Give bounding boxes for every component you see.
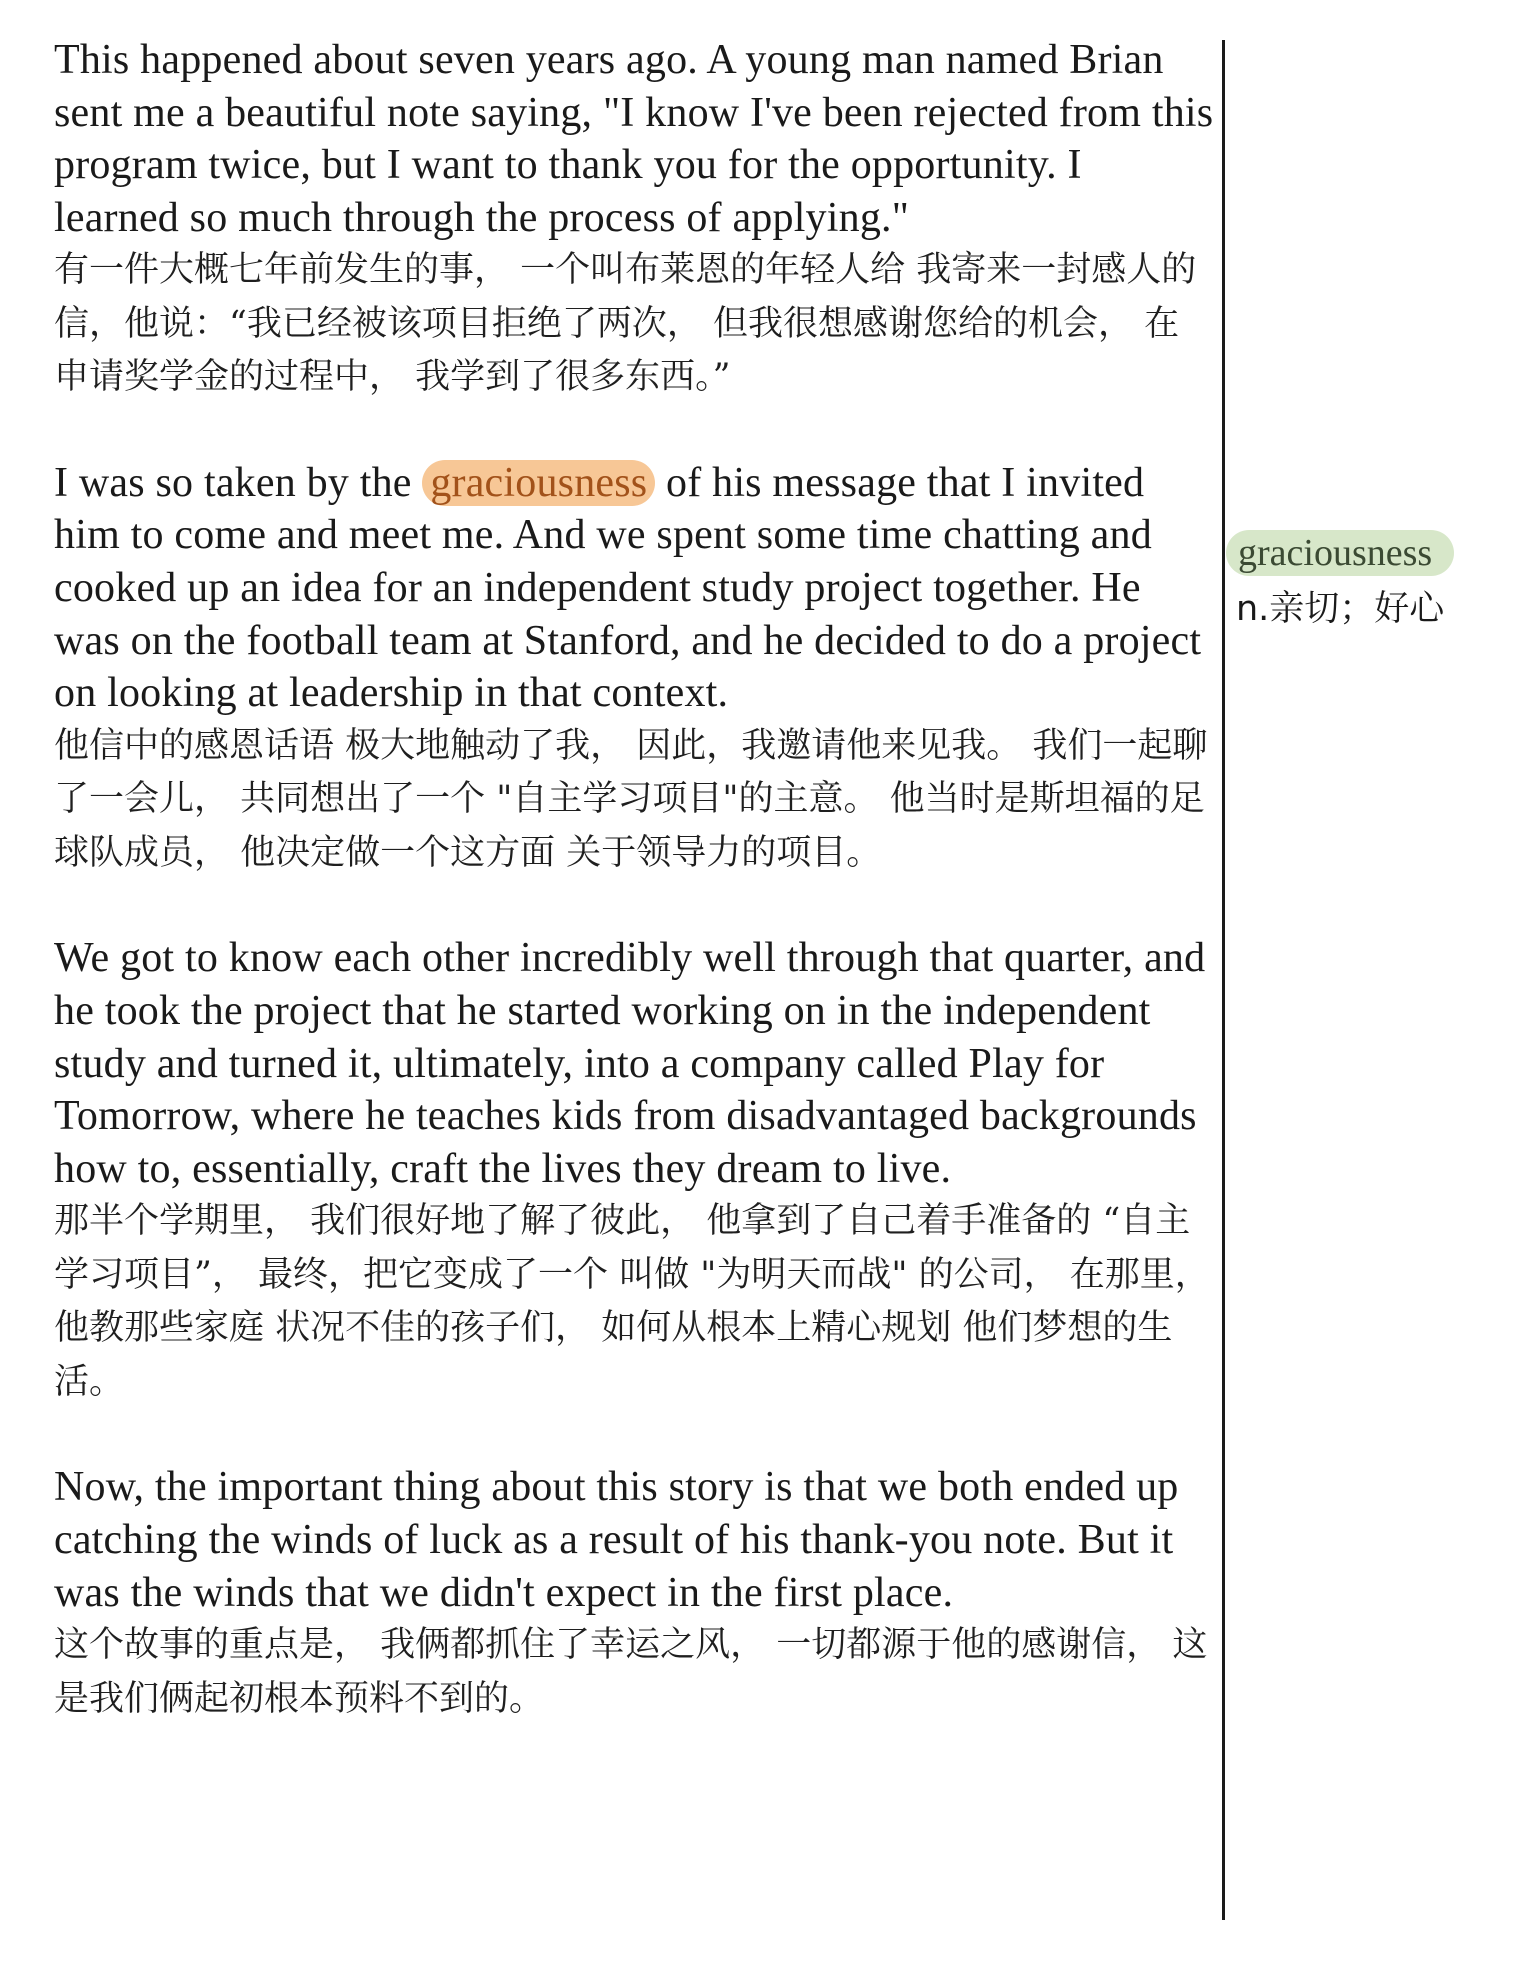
english-text [54, 34, 1214, 244]
english-text-part: I was so taken by the [54, 459, 423, 506]
english-text-part: We got to know each other incredibly well through that quarter, and he took the project that he started working on in the independent study and turned it, ultimately, into a company called Play for Tomorrow, where he teaches kids from disadvantaged backgrounds how to, essentially, craft the lives they dream to live. [54, 935, 1206, 1192]
chinese-translation: 那半个学期里， 我们很好地了解了彼此， 他拿到了自己着手准备的 “自主学习项目”， 最终，把它变成了一个 叫做 "为明天而战" 的公司， 在那里，他教那些家庭 状况不佳的孩子们， 如何从根本上精心规划 他们梦想的生活。 [54, 1201, 1210, 1402]
chinese-translation: 这个故事的重点是， 我俩都抓住了幸运之风， 一切都源于他的感谢信， 这是我们俩起初根本预料不到的。 [54, 1625, 1208, 1719]
paragraph-1 [54, 34, 1214, 405]
english-text [54, 457, 1214, 720]
english-text [54, 1461, 1214, 1619]
english-text [54, 932, 1214, 1195]
bilingual-article [54, 34, 1214, 1778]
paragraph-4 [54, 1461, 1214, 1726]
chinese-translation: 他信中的感恩话语 极大地触动了我， 因此，我邀请他来见我。 我们一起聊了一会儿， 共同想出了一个 "自主学习项目"的主意。 他当时是斯坦福的足球队成员， 他决定做一个这方面 关于领导力的项目。 [54, 725, 1208, 873]
highlighted-vocab-word[interactable]: graciousness [422, 460, 655, 506]
paragraph-3 [54, 932, 1214, 1409]
english-text-part: of his message that I invited him to come and meet me. And we spent some time chatting and cooked up an idea for an independent study project together. He was on the football team at Stanford, and he decided to do a project on looking at leadership in that context. [54, 459, 1202, 717]
vocab-sidebar [1222, 530, 1538, 632]
vocab-definition: n.亲切；好心 [1236, 589, 1445, 629]
margin-divider [1222, 40, 1225, 1920]
vocab-word-chip[interactable]: graciousness [1226, 530, 1454, 576]
paragraph-2 [54, 457, 1214, 880]
english-text-part: Now, the important thing about this story is that we both ended up catching the winds of luck as a result of his thank-you note. But it was the winds that we didn't expect in the first place. [54, 1464, 1179, 1616]
chinese-translation: 有一件大概七年前发生的事， 一个叫布莱恩的年轻人给 我寄来一封感人的信，他说：“我已经被该项目拒绝了两次， 但我很想感谢您给的机会， 在申请奖学金的过程中， 我学到了很多东西。” [54, 250, 1197, 398]
english-text-part: This happened about seven years ago. A young man named Brian sent me a beautiful note saying, "I know I've been rejected from this program twice, but I want to thank you for the opportunity. I learned so much through the process of applying." [54, 37, 1214, 241]
